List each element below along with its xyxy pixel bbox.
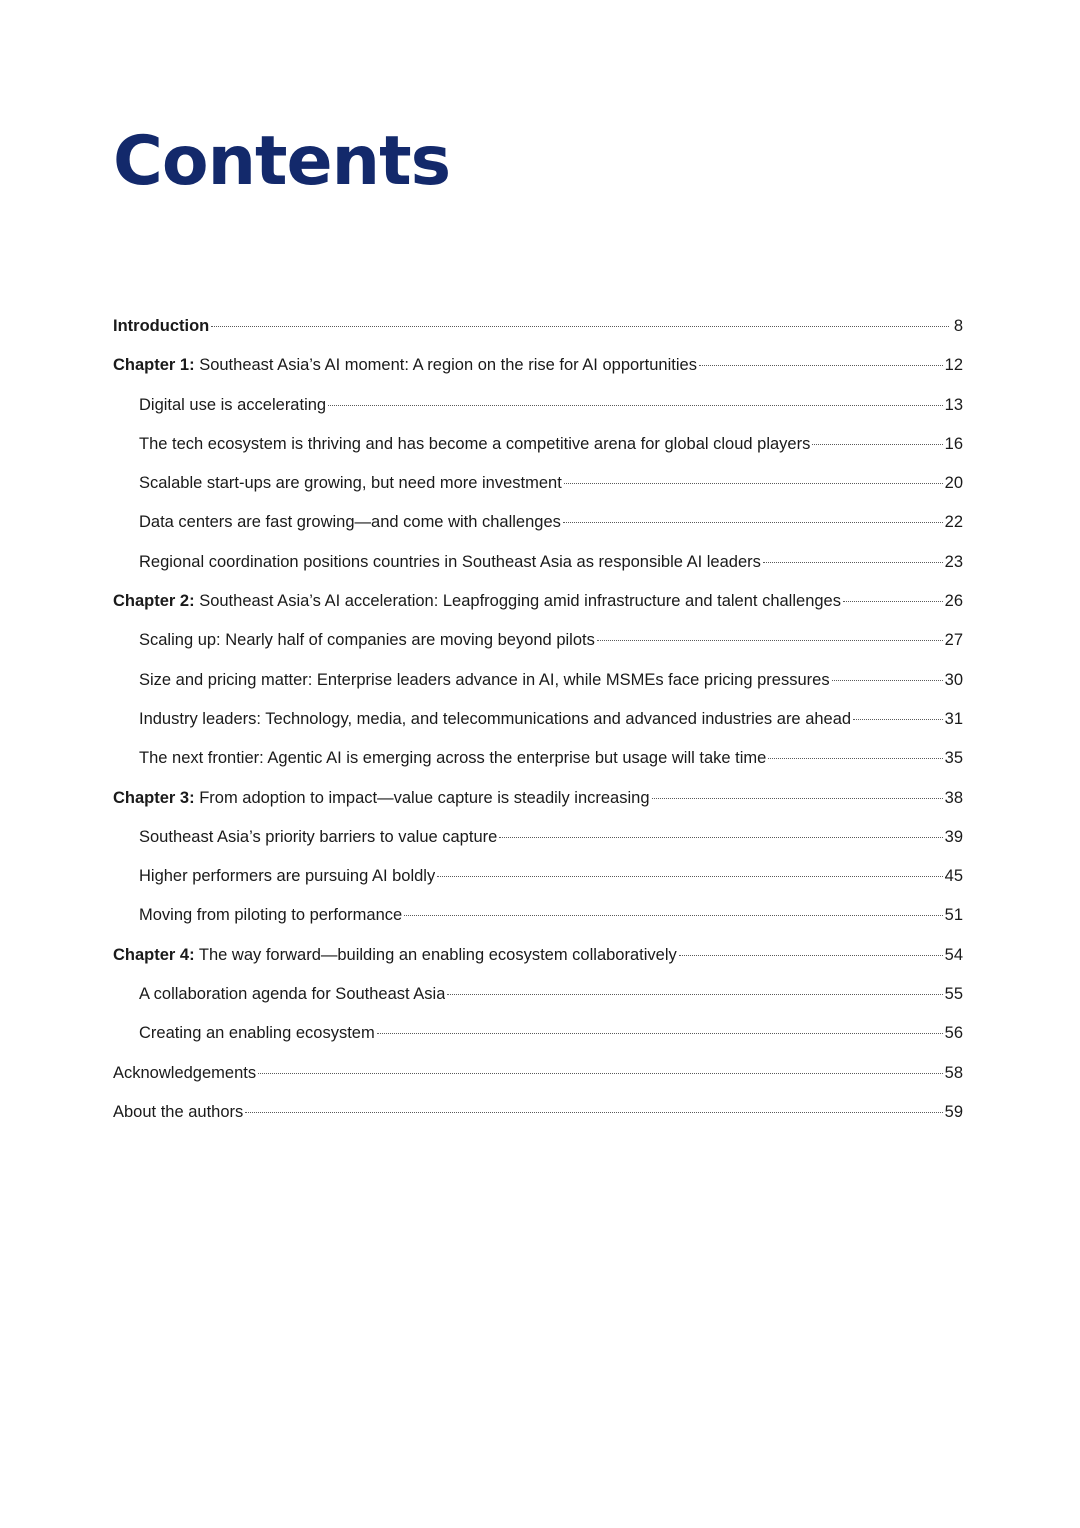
toc-page-number: 51 [944,906,963,925]
toc-page-number: 59 [944,1102,963,1121]
toc-entry[interactable] [113,1014,963,1053]
dot-leader [843,601,943,602]
toc-page-number: 54 [944,945,963,964]
toc-entry-title [113,779,650,818]
toc-entry-title [113,582,841,621]
toc-entry[interactable] [113,464,963,503]
toc-page-number: 45 [944,867,963,886]
toc-entry-title [139,896,402,935]
toc-page-number: 56 [944,1024,963,1043]
toc-title-text: Moving from piloting to performance [139,906,403,925]
table-of-contents [113,307,963,1132]
toc-title-text: Scalable start-ups are growing, but need more investment [139,474,562,493]
toc-title-text: The way forward—building an enabling ecosystem collaboratively [198,945,677,964]
dot-leader [832,680,943,681]
toc-title-text: Regional coordination positions countries in Southeast Asia as responsible AI leaders [139,552,761,571]
dot-leader [245,1112,942,1113]
toc-entry-title [113,307,209,346]
toc-entry[interactable] [113,936,963,975]
toc-title-text: Acknowledgements [113,1063,257,1082]
toc-page-number: 55 [944,985,963,1004]
toc-chapter-label: Chapter 2: [113,592,195,611]
dot-leader [377,1033,943,1034]
toc-page-number: 30 [944,670,963,689]
toc-page-number: 39 [944,827,963,846]
toc-page-number: 22 [944,513,963,532]
toc-entry[interactable] [113,386,963,425]
dot-leader [699,365,943,366]
toc-entry[interactable] [113,700,963,739]
toc-title-text: Digital use is accelerating [139,395,327,414]
toc-page-number: 35 [944,749,963,768]
toc-page-number: 27 [944,631,963,650]
dot-leader [211,326,949,327]
toc-entry-title [113,346,697,385]
toc-entry-title [139,503,561,542]
dot-leader [679,955,943,956]
toc-page-number: 16 [944,434,963,453]
dot-leader [328,405,943,406]
dot-leader [768,758,942,759]
toc-entry-title [139,818,497,857]
toc-entry[interactable] [113,621,963,660]
toc-entry[interactable] [113,896,963,935]
toc-entry[interactable] [113,975,963,1014]
toc-title-text: Southeast Asia’s AI acceleration: Leapfrogging amid infrastructure and talent challenges [199,592,841,611]
toc-entry[interactable] [113,779,963,818]
toc-entry-title [139,857,435,896]
toc-entry-title [139,661,830,700]
dot-leader [812,444,942,445]
toc-entry[interactable] [113,1054,963,1093]
toc-entry-title [139,739,766,778]
dot-leader [447,994,942,995]
toc-page-number: 12 [944,356,963,375]
toc-entry[interactable] [113,503,963,542]
toc-entry-title [139,621,595,660]
dot-leader [404,915,942,916]
toc-chapter-label: Chapter 4: [113,945,195,964]
toc-entry-title [139,386,326,425]
toc-title-text: Data centers are fast growing—and come with challenges [139,513,561,532]
toc-page-number: 58 [944,1063,963,1082]
toc-title-text: From adoption to impact—value capture is steadily increasing [199,788,650,807]
toc-title-text: Southeast Asia’s priority barriers to value capture [139,827,498,846]
toc-title-text: Southeast Asia’s AI moment: A region on the rise for AI opportunities [199,356,697,375]
toc-entry-title [113,1093,243,1132]
dot-leader [499,837,942,838]
toc-entry[interactable] [113,739,963,778]
toc-page-number: 38 [944,788,963,807]
toc-title-text: The next frontier: Agentic AI is emerging across the enterprise but usage will take time [139,749,767,768]
toc-title-text: Creating an enabling ecosystem [139,1024,375,1043]
toc-chapter-label: Introduction [113,317,210,335]
toc-entry[interactable] [113,818,963,857]
toc-page-number: 20 [944,474,963,493]
toc-entry-title [139,425,810,464]
dot-leader [597,640,943,641]
dot-leader [258,1073,943,1074]
dot-leader [652,798,943,799]
toc-title-text: Scaling up: Nearly half of companies are moving beyond pilots [139,631,595,650]
toc-entry[interactable] [113,543,963,582]
dot-leader [564,483,943,484]
toc-entry-title [139,1014,375,1053]
toc-entry-title [139,464,562,503]
toc-entry[interactable] [113,346,963,385]
toc-entry[interactable] [113,1093,963,1132]
toc-title-text: A collaboration agenda for Southeast Asia [139,985,446,1004]
toc-entry-title [139,543,761,582]
page-title: Contents [113,122,451,201]
toc-entry-title [113,1054,256,1093]
toc-entry[interactable] [113,307,963,346]
toc-entry-title [113,936,677,975]
toc-page-number: 23 [944,552,963,571]
toc-entry-title [139,975,445,1014]
dot-leader [853,719,943,720]
toc-title-text: Industry leaders: Technology, media, and telecommunications and advanced industries are ahead [139,709,852,728]
toc-entry-title [139,700,851,739]
dot-leader [437,876,942,877]
toc-page-number: 31 [944,709,963,728]
dot-leader [763,562,943,563]
toc-entry[interactable] [113,857,963,896]
toc-title-text: The tech ecosystem is thriving and has become a competitive arena for global cloud players [139,434,811,453]
toc-chapter-label: Chapter 3: [113,788,195,807]
toc-page-number: 8 [953,317,963,335]
toc-title-text: Size and pricing matter: Enterprise leaders advance in AI, while MSMEs face pricing pressures [139,670,830,689]
toc-page-number: 26 [944,592,963,611]
toc-entry[interactable] [113,582,963,621]
toc-title-text: Higher performers are pursuing AI boldly [139,867,436,886]
toc-title-text: About the authors [113,1102,244,1121]
dot-leader [563,522,943,523]
toc-page-number: 13 [944,395,963,414]
toc-entry[interactable] [113,661,963,700]
toc-entry[interactable] [113,425,963,464]
toc-chapter-label: Chapter 1: [113,356,195,375]
